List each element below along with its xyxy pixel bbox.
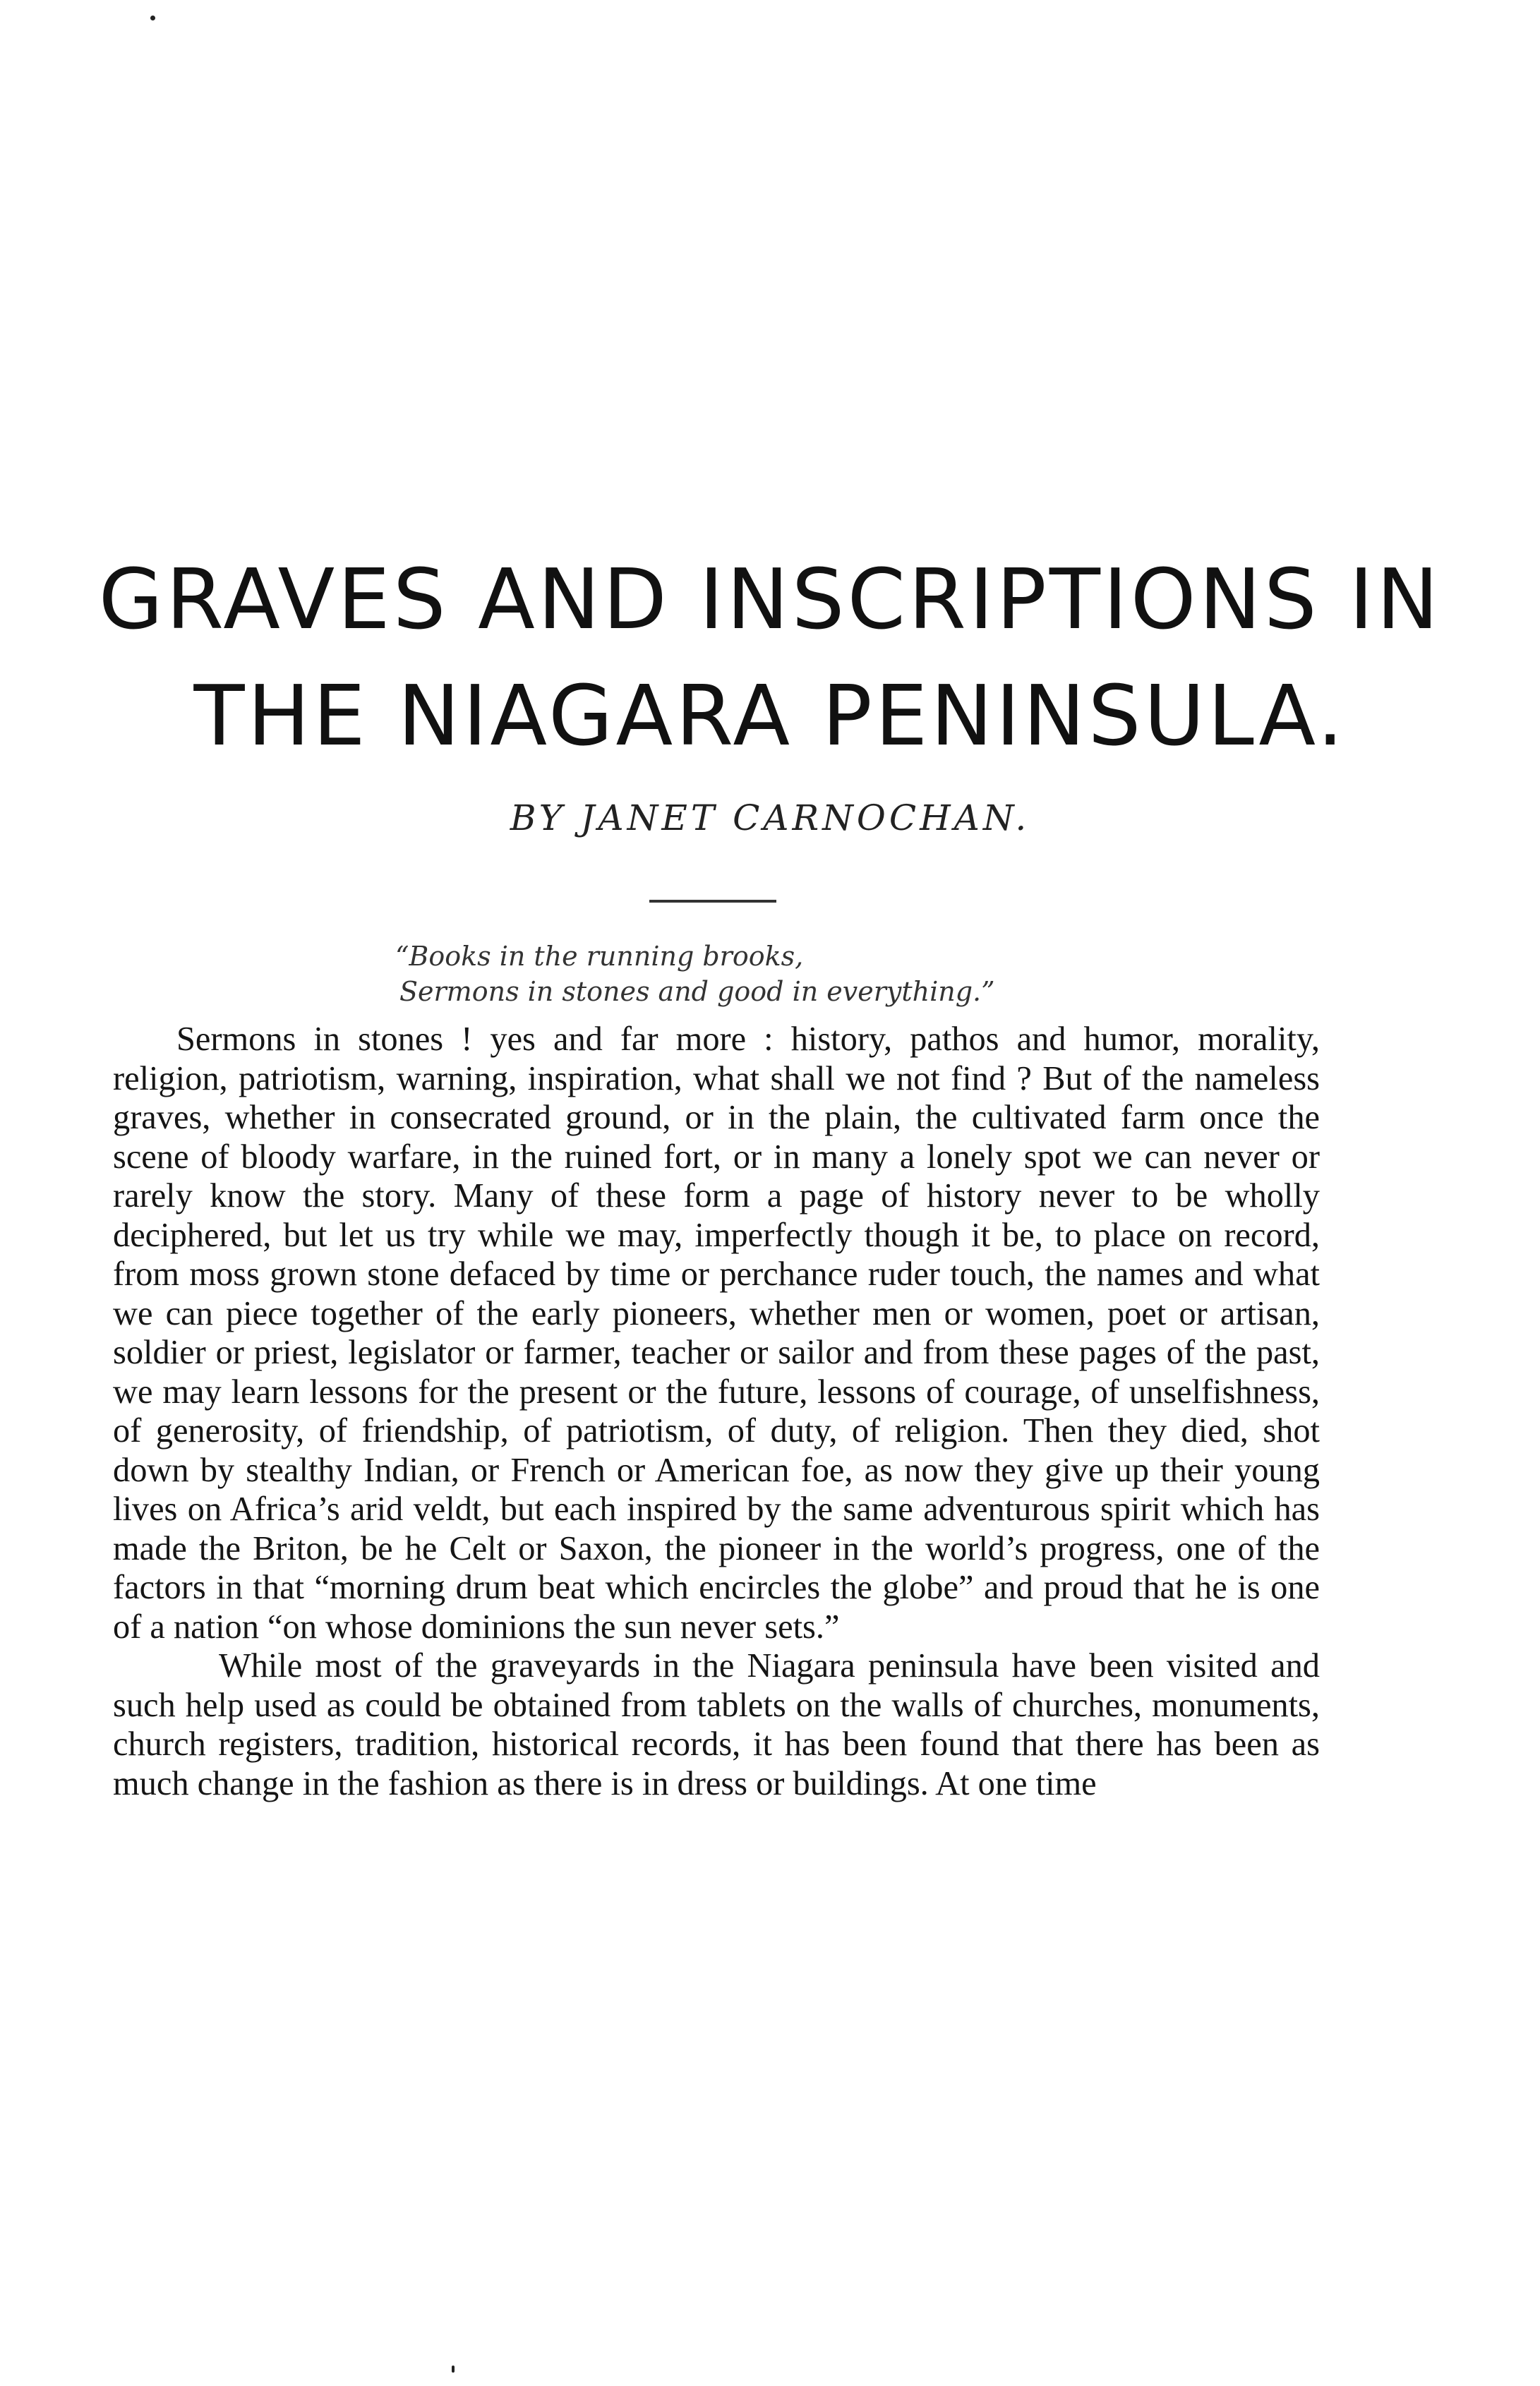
author-byline: BY JANET CARNOCHAN. xyxy=(510,797,1030,838)
article-body xyxy=(113,1020,1320,1803)
epigraph xyxy=(395,939,1242,1009)
body-paragraph-1: Sermons in stones ! yes and far more : history, pathos and humor, morality, religion, patriotism, warning, inspiration, what shall we not find ? But of the nameless graves, whether in consecrated ground, or in the plain, the cultivated farm once the scene of bloody warfare, in the ruined fort, or in many a lonely spot we can never or rarely know the story. Many of these form a page of history never to be wholly deciphered, but let us try while we may, imperfectly though it be, to place on record, from moss grown stone defaced by time or perchance ruder touch, the names and what we can piece together of the early pioneers, whether men or women, poet or artisan, soldier or priest, legislator or farmer, teacher or sailor and from these pages of the past, we may learn lessons for the present or the future, lessons of courage, of unselfishness, of generosity, of friendship, of patriotism, of duty, of religion. Then they died, shot down by stealthy Indian, or French or American foe, as now they give up their young lives on Africa’s arid veldt, but each inspired by the same adventurous spirit which has made the Briton, be he Celt or Saxon, the pioneer in the world’s progress, one of the factors in that “morning drum beat which encircles the globe” and proud that he is one of a nation “on whose dominions the sun never sets.” xyxy=(113,1020,1320,1646)
ink-speck xyxy=(150,16,155,20)
epigraph-line-2: Sermons in stones and good in everything.” xyxy=(399,976,995,1007)
article-title-line-1: GRAVES AND INSCRIPTIONS IN xyxy=(98,550,1442,648)
epigraph-line-1: “Books in the running brooks, xyxy=(395,941,804,972)
article-title-line-2: THE NIAGARA PENINSULA. xyxy=(193,667,1347,764)
section-divider xyxy=(649,900,776,903)
body-paragraph-2: While most of the graveyards in the Niagara peninsula have been visited and such help used as could be obtained from tablets on the walls of churches, monuments, church registers, tradition, historical records, it has been found that there has been as much change in the fashion as there is in dress or buildings. At one time xyxy=(113,1647,1320,1802)
ink-speck xyxy=(452,2366,455,2373)
